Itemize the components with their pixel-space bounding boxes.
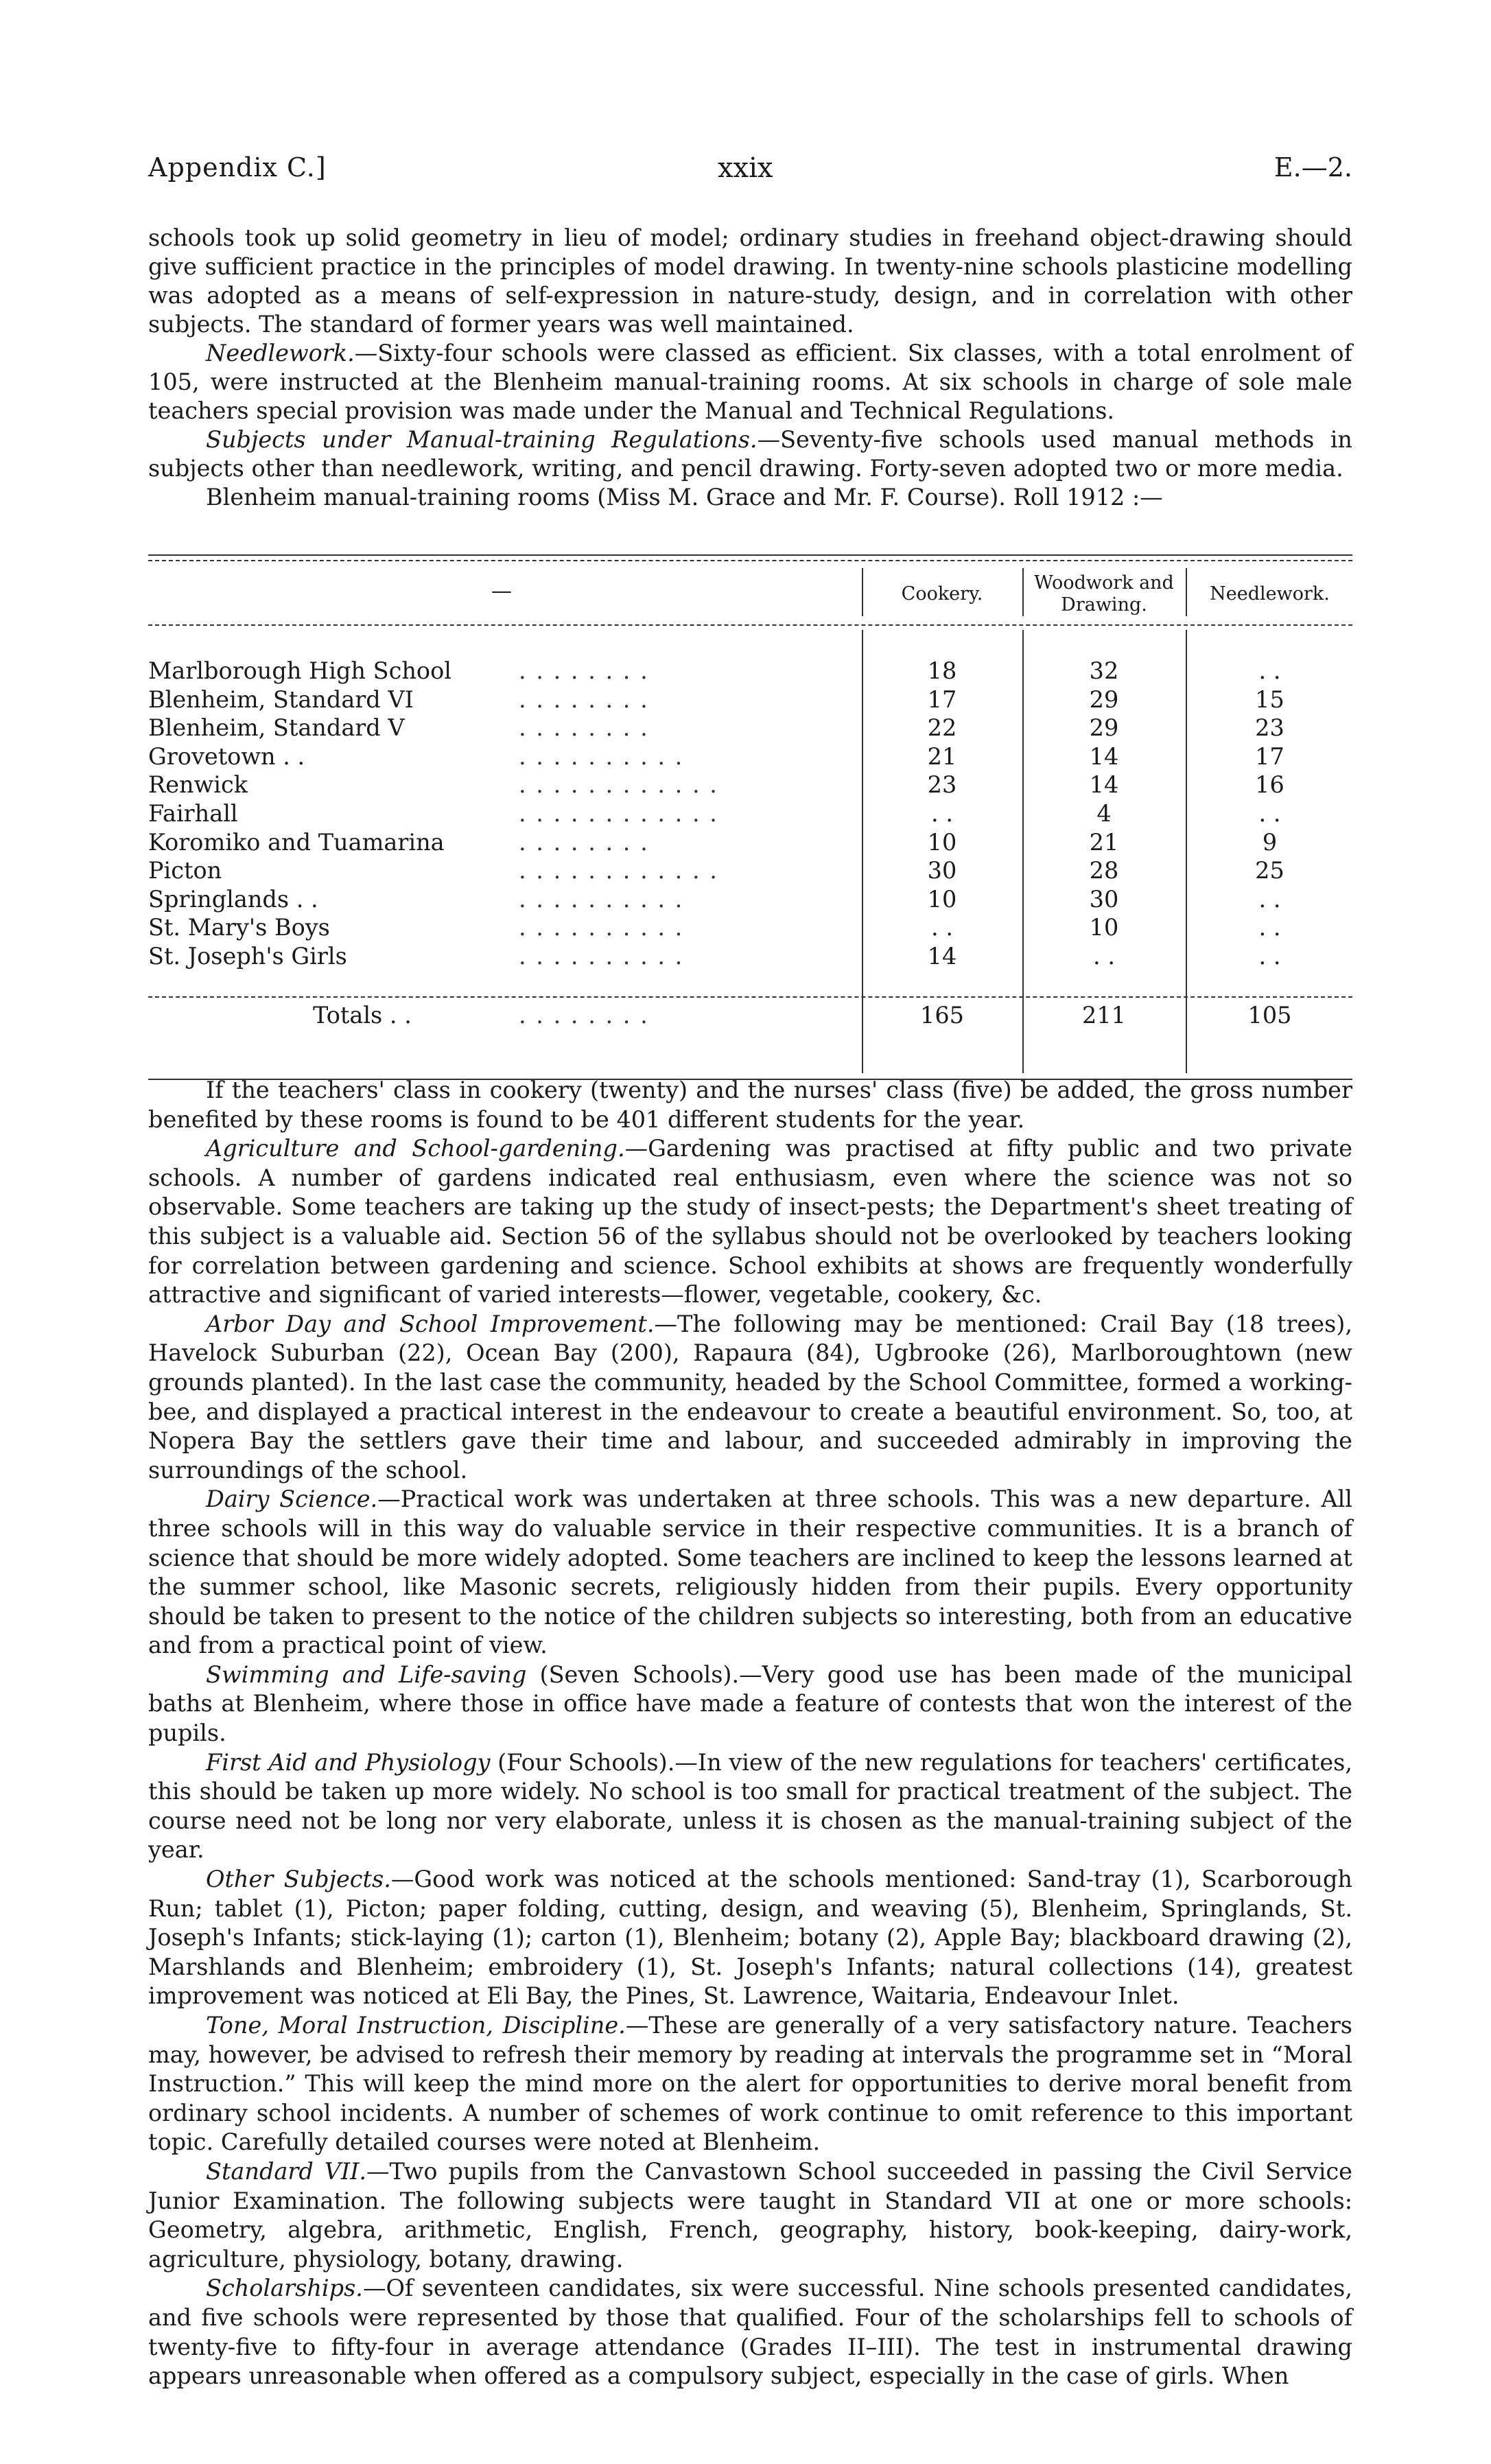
leader-dots: . . . . . . . . . . <box>519 743 684 770</box>
paragraph: schools took up solid geometry in lieu of model; ordinary studies in freehand object-drawing should give sufficient practice in the principles of model drawing. In twenty-nine schools plasticine modelling was adopted as a means of self-expression in nature-study, design, and in correlation with other subjects. The standard of former years was well maintained. <box>148 224 1352 338</box>
cookery-count: 21 <box>927 743 957 770</box>
paragraph-heading: Swimming and Life-saving <box>206 1661 527 1688</box>
needlework-count: 23 <box>1255 714 1284 741</box>
table-caption: Blenheim manual-training rooms (Miss M. Grace and Mr. F. Course). Roll 1912 :— <box>206 484 1163 511</box>
leader-dots: . . . . . . . . . . <box>519 886 684 913</box>
school-name: Renwick <box>148 771 248 798</box>
leader-dots: . . . . . . . . . . . . <box>519 857 718 884</box>
school-name: Springlands . . <box>148 886 318 913</box>
woodwork-count: 14 <box>1089 743 1119 770</box>
paragraph: Needlework.—Sixty-four schools were classed as efficient. Six classes, with a total enrolment of 105, were instructed at the Blenheim manual-training rooms. At six schools in charge of sole male teachers special provision was made under the Manual and Technical Regulations. <box>148 340 1352 424</box>
paragraph: Arbor Day and School Improvement.—The following may be mentioned: Crail Bay (18 trees), Havelock Suburban (22), Ocean Bay (200), Rapaura (84), Ugbrooke (26), Marlboroughtown (new grounds planted). In the last case the community, headed by the School Committee, formed a working-bee, and displayed a practical interest in the endeavour to create a beautiful environment. So, too, at Nopera Bay the settlers gave their time and labour, and succeeded admirably in improving the surroundings of the school. <box>148 1310 1352 1483</box>
school-name: St. Joseph's Girls <box>148 943 347 970</box>
paragraph-heading: Arbor Day and School Improvement. <box>206 1310 655 1337</box>
paragraph: Subjects under Manual-training Regulations.—Seventy-five schools used manual methods in subjects other than needlework, writing, and pencil drawing. Forty-seven adopted two or more media. <box>148 426 1352 482</box>
school-name: Marlborough High School <box>148 657 451 684</box>
cookery-count: . . <box>931 800 953 827</box>
page-number: xxix <box>718 152 773 184</box>
leader-dots: . . . . . . . . <box>519 829 649 856</box>
needlework-count: . . <box>1258 800 1281 827</box>
paragraph-heading: Scholarships. <box>206 2275 363 2302</box>
header-rule <box>148 624 1352 626</box>
totals-dots: . . . . . . . . <box>519 1002 649 1029</box>
paragraph: If the teachers' class in cookery (twenty) and the nurses' class (five) be added, the gross number benefited by these rooms is found to be 401 different students for the year. <box>148 1077 1352 1133</box>
page-header <box>148 152 1352 193</box>
paragraph: Standard VII.—Two pupils from the Canvastown School succeeded in passing the Civil Service Junior Examination. The following subjects were taught in Standard VII at one or more schools: Geometry, algebra, arithmetic, English, French, geography, history, book-keeping, dairy-work, agriculture, physiology, botany, drawing. <box>148 2157 1352 2273</box>
paragraph-heading: Standard VII. <box>206 2157 367 2185</box>
paragraph-heading: Dairy Science. <box>206 1486 378 1513</box>
paragraph: First Aid and Physiology (Four Schools).—In view of the new regulations for teachers' certificates, this should be taken up more widely. No school is too small for practical treatment of the subject. The course need not be long nor very elaborate, unless it is chosen as the manual-training subject of the year. <box>148 1748 1352 1864</box>
paragraph: Dairy Science.—Practical work was undertaken at three schools. This was a new departure. All three schools will in this way do valuable service in their respective communities. It is a branch of science that should be more widely adopted. Some teachers are inclined to keep the lessons learned at the summer school, like Masonic secrets, religiously hidden from their pupils. Every opportunity should be taken to present to the notice of the children subjects so interesting, both from an educative and from a practical point of view. <box>148 1486 1352 1659</box>
woodwork-count: 29 <box>1089 686 1119 713</box>
leader-dots: . . . . . . . . <box>519 686 649 713</box>
header-woodwork: Woodwork and Drawing. <box>1034 572 1174 615</box>
school-name: Grovetown . . <box>148 743 305 770</box>
paragraph-heading: Subjects under Manual-training Regulations. <box>206 426 758 453</box>
cookery-count: . . <box>931 914 953 941</box>
paragraph: Swimming and Life-saving (Seven Schools).—Very good use has been made of the municipal baths at Blenheim, where those in office have made a feature of contests that won the interest of the pupils. <box>148 1661 1352 1747</box>
totals-label: Totals . . <box>313 1002 412 1029</box>
header-cookery: Cookery. <box>901 583 983 605</box>
cookery-count: 23 <box>927 771 957 798</box>
table-top-rule <box>148 554 1352 556</box>
leader-dots: . . . . . . . . <box>519 657 649 684</box>
needlework-count: 25 <box>1255 857 1284 884</box>
paragraph-heading: Other Subjects. <box>206 1866 391 1893</box>
cookery-count: 30 <box>927 857 957 884</box>
cookery-count: 10 <box>927 829 957 856</box>
paragraph-heading: First Aid and Physiology <box>206 1748 491 1776</box>
needlework-count: 17 <box>1255 743 1284 770</box>
header-needlework: Needlework. <box>1210 583 1330 605</box>
needlework-count: . . <box>1258 886 1281 913</box>
appendix-label: Appendix C.] <box>148 152 327 183</box>
leader-dots: . . . . . . . . <box>519 714 649 741</box>
school-name: Blenheim, Standard V <box>148 714 405 741</box>
needlework-count: 16 <box>1255 771 1284 798</box>
totals-woodwork: 211 <box>1082 1002 1126 1029</box>
table-top-rule-dashed <box>148 560 1352 561</box>
needlework-count: 9 <box>1262 829 1278 856</box>
woodwork-count: 28 <box>1089 857 1119 884</box>
woodwork-count: 30 <box>1089 886 1119 913</box>
document-reference: E.—2. <box>1273 152 1352 183</box>
totals-cookery: 165 <box>920 1002 964 1029</box>
totals-needlework: 105 <box>1247 1002 1292 1029</box>
roll-table <box>148 554 1352 1083</box>
totals-rule <box>148 996 1352 998</box>
leader-dots: . . . . . . . . . . . . <box>519 771 718 798</box>
school-name: Koromiko and Tuamarina <box>148 829 445 856</box>
woodwork-count: 21 <box>1089 829 1119 856</box>
woodwork-count: 32 <box>1089 657 1119 684</box>
cookery-count: 14 <box>927 943 957 970</box>
school-name: Blenheim, Standard VI <box>148 686 414 713</box>
needlework-count: . . <box>1258 657 1281 684</box>
leader-dots: . . . . . . . . . . <box>519 943 684 970</box>
cookery-count: 18 <box>927 657 957 684</box>
woodwork-count: 4 <box>1096 800 1112 827</box>
paragraph-heading: Agriculture and School-gardening. <box>206 1135 625 1162</box>
paragraph-heading: Tone, Moral Instruction, Discipline. <box>206 2012 626 2039</box>
school-name: Fairhall <box>148 800 238 827</box>
needlework-count: . . <box>1258 914 1281 941</box>
woodwork-count: . . <box>1093 943 1115 970</box>
school-name: St. Mary's Boys <box>148 914 330 941</box>
needlework-count: . . <box>1258 943 1281 970</box>
woodwork-count: 29 <box>1089 714 1119 741</box>
leader-dots: . . . . . . . . . . <box>519 914 684 941</box>
woodwork-count: 14 <box>1089 771 1119 798</box>
cookery-count: 17 <box>927 686 957 713</box>
cookery-count: 22 <box>927 714 957 741</box>
intro-text <box>148 224 1352 512</box>
school-name: Picton <box>148 857 222 884</box>
paragraph: Agriculture and School-gardening.—Gardening was practised at fifty public and two private schools. A number of gardens indicated real enthusiasm, even where the science was not so observable. Some teachers are taking up the study of insect-pests; the Department's sheet treating of this subject is a valuable aid. Section 56 of the syllabus should not be overlooked by teachers looking for correlation between gardening and science. School exhibits at shows are frequently wonderfully attractive and significant of varied interests—flower, vegetable, cookery, &c. <box>148 1135 1352 1309</box>
paragraph: Scholarships.—Of seventeen candidates, six were successful. Nine schools presented candidates, and five schools were represented by those that qualified. Four of the scholarships fell to schools of twenty-five to fifty-four in average attendance (Grades II–III). The test in instrumental drawing appears unreasonable when offered as a compulsory subject, especially in the case of girls. When <box>148 2275 1352 2390</box>
body-text <box>148 1076 1352 2391</box>
paragraph: Tone, Moral Instruction, Discipline.—These are generally of a very satisfactory nature. Teachers may, however, be advised to refresh their memory by reading at intervals the programme set in “Moral Instruction.” This will keep the mind more on the alert for opportunities to derive moral benefit from ordinary school incidents. A number of schemes of work continue to omit reference to this important topic. Carefully detailed courses were noted at Blenheim. <box>148 2012 1352 2156</box>
needlework-count: 15 <box>1255 686 1284 713</box>
leader-dots: . . . . . . . . . . . . <box>519 800 718 827</box>
header-blank: — <box>491 579 512 603</box>
woodwork-count: 10 <box>1089 914 1119 941</box>
paragraph: Other Subjects.—Good work was noticed at the schools mentioned: Sand-tray (1), Scarborough Run; tablet (1), Picton; paper folding, cutting, design, and weaving (5), Blenheim, Springlands, St. Joseph's Infants; stick-laying (1); carton (1), Blenheim; botany (2), Apple Bay; blackboard drawing (2), Marshlands and Blenheim; embroidery (1), St. Joseph's Infants; natural collections (14), greatest improvement was noticed at Eli Bay, the Pines, St. Lawrence, Waitaria, Endeavour Inlet. <box>148 1866 1352 2010</box>
cookery-count: 10 <box>927 886 957 913</box>
paragraph-heading: Needlework. <box>206 340 355 366</box>
